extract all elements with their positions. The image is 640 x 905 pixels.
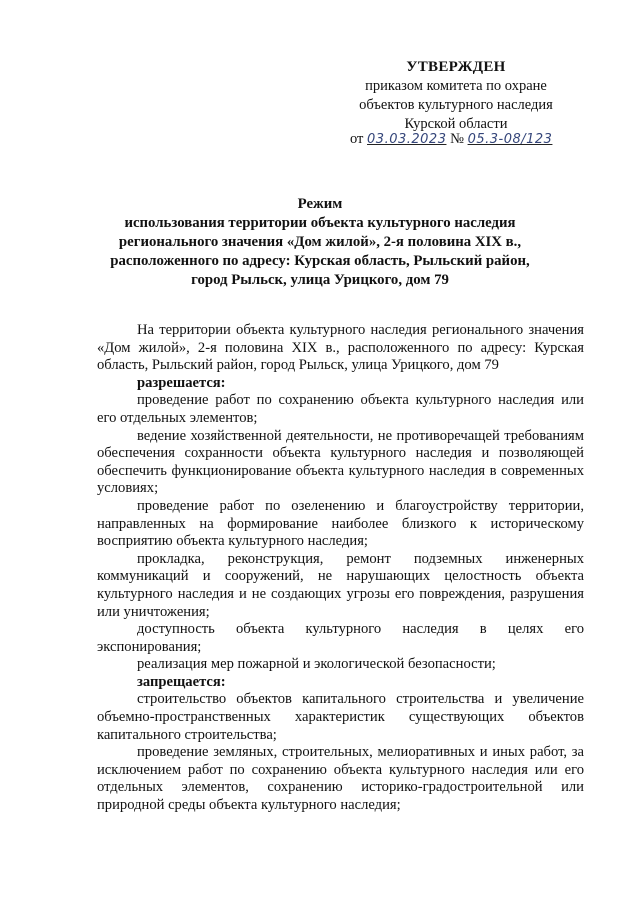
allowed-item: проведение работ по сохранению объекта культурного наследия или его отдельных элементов; bbox=[97, 392, 584, 426]
allowed-item: реализация мер пожарной и экологической безопасности; bbox=[137, 656, 496, 673]
title-line-2: использования территории объекта культурного наследия bbox=[124, 215, 516, 231]
forbidden-label: запрещается: bbox=[137, 673, 226, 690]
approval-line-2: объектов культурного наследия bbox=[359, 97, 553, 113]
allowed-item: прокладка, реконструкция, ремонт подземных инженерных коммуникаций и сооружений, не нарушающих целостность объекта культурного наследия и не создающих угрозы его повреждения, разрушения или уничтожения; bbox=[97, 550, 584, 620]
approval-stamp-block bbox=[346, 58, 566, 134]
document-title bbox=[95, 195, 545, 290]
allowed-item: проведение работ по озеленению и благоустройству территории, направленных на формирование наиболее близкого к историческому восприятию объекта культурного наследия; bbox=[97, 497, 584, 550]
approval-line-1: приказом комитета по охране bbox=[365, 78, 547, 94]
allowed-item: доступность объекта культурного наследия в целях его экспонирования; bbox=[97, 621, 584, 655]
title-line-5: город Рыльск, улица Урицкого, дом 79 bbox=[191, 272, 449, 288]
approval-line-3: Курской области bbox=[404, 116, 508, 132]
approval-date-number-line bbox=[350, 131, 552, 148]
title-line-1: Режим bbox=[297, 196, 343, 212]
date-prefix: от bbox=[350, 131, 364, 147]
allowed-item: ведение хозяйственной деятельности, не противоречащей требованиям обеспечения сохранности объекта культурного наследия и позволяющей обеспечить функционирование объекта культурного наследия в современных условиях; bbox=[97, 427, 584, 497]
title-line-3: регионального значения «Дом жилой», 2-я половина XIX в., bbox=[118, 234, 522, 250]
number-sign: № bbox=[450, 131, 464, 147]
forbidden-item: строительство объектов капитального строительства и увеличение объемно-пространственных характеристик существующих объектов капитального строительства; bbox=[97, 691, 584, 743]
forbidden-item: проведение земляных, строительных, мелиоративных и иных работ, за исключением работ по сохранению объекта культурного наследия или его отдельных элементов, сохранению историко-градостроительной или природной среды объекта культурного наследия; bbox=[97, 744, 584, 814]
handwritten-number: 05.3-08/123 bbox=[467, 132, 553, 147]
title-line-4: расположенного по адресу: Курская область, Рыльский район, bbox=[110, 253, 530, 269]
allowed-label: разрешается: bbox=[137, 374, 226, 391]
handwritten-date: 03.03.2023 bbox=[367, 132, 447, 147]
document-body bbox=[97, 322, 584, 815]
intro-paragraph: На территории объекта культурного наследия регионального значения «Дом жилой», 2-я половина XIX в., расположенного по адресу: Курская область, Рыльский район, город Рыльск, улица Урицкого, дом 79 bbox=[97, 322, 584, 374]
approval-heading: УТВЕРЖДЕН bbox=[406, 59, 506, 75]
